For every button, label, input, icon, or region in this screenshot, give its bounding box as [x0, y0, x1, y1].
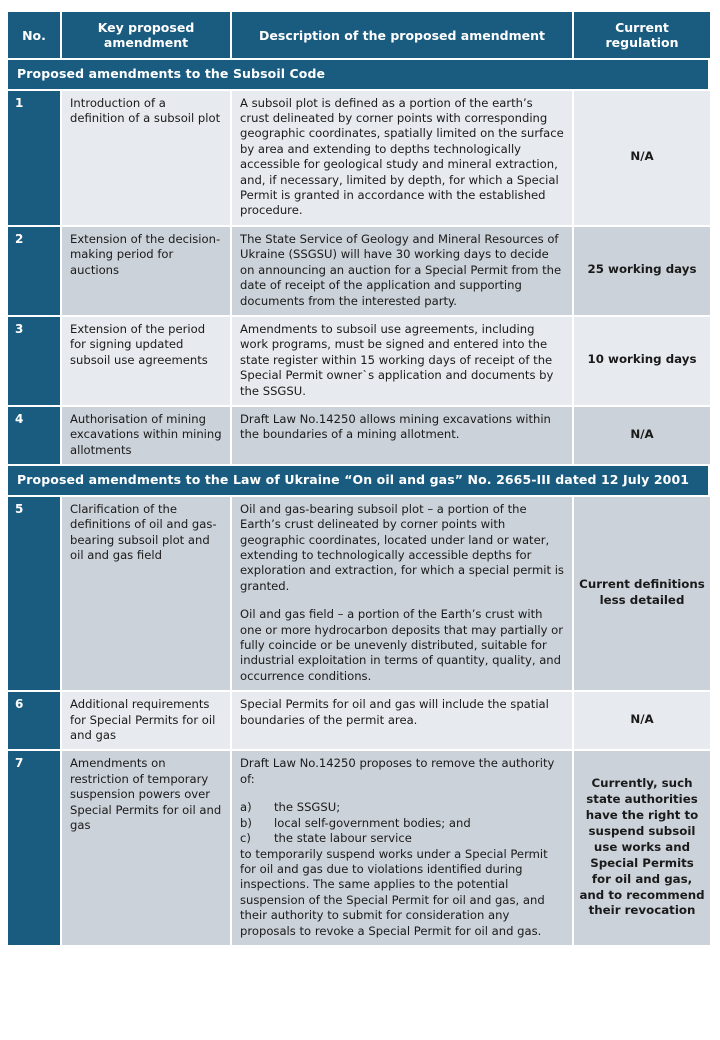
row-number: 3 [8, 317, 62, 407]
table-row [8, 692, 710, 751]
description-paragraph: The State Service of Geology and Mineral Resources of Ukraine (SSGSU) will have 30 working days to decide on announcing an auction for a Special Permit from the date of receipt of the application and supporting documents from the interested party. [240, 231, 562, 308]
row-number: 5 [8, 497, 62, 692]
table-row [8, 227, 710, 317]
table-body [8, 60, 710, 947]
row-description [232, 317, 574, 407]
description-outro: to temporarily suspend works under a Special Permit for oil and gas due to violations identified during inspections. The same applies to the potential suspension of the Special Permit for oil and gas, and their authority to submit for consideration any proposals to revoke a Special Permit for oil and gas. [240, 846, 548, 938]
table-row [8, 751, 710, 946]
description-list [240, 800, 564, 846]
row-amendment: Authorisation of mining excavations within mining allotments [62, 407, 232, 466]
row-number: 2 [8, 227, 62, 317]
row-description [232, 692, 574, 751]
section-title: Proposed amendments to the Subsoil Code [8, 60, 710, 91]
row-amendment: Extension of the period for signing updated subsoil use agreements [62, 317, 232, 407]
row-amendment: Amendments on restriction of temporary suspension powers over Special Permits for oil and gas [62, 751, 232, 946]
row-amendment: Extension of the decision-making period for auctions [62, 227, 232, 317]
row-amendment: Additional requirements for Special Permits for oil and gas [62, 692, 232, 751]
list-text: the SSGSU; [274, 800, 341, 815]
row-description [232, 751, 574, 946]
list-item [240, 831, 564, 846]
section-header-subsoil-code [8, 60, 710, 91]
description-paragraph: A subsoil plot is defined as a portion of the earth’s crust delineated by corner points with corresponding geographic coordinates, spatially limited on the surface by area and extending to depths technologically accessible for geological study and mineral extraction, and, if necessary, limited by depth, for which a Special Permit is granted in accordance with the established procedure. [240, 95, 564, 218]
column-header-description: Description of the proposed amendment [232, 12, 574, 60]
description-paragraph: Oil and gas field – a portion of the Earth’s crust with one or more hydrocarbon deposits that may partially or fully coincide or be unevenly distributed, suitable for industrial exploitation in terms of quantity, quality, and occurrence conditions. [240, 607, 564, 683]
row-description [232, 91, 574, 227]
list-item [240, 816, 564, 831]
description-paragraph: Oil and gas-bearing subsoil plot – a portion of the Earth’s crust delineated by corner points with geographic coordinates, located under land or water, extending to technologically accessible depths for exploration and extraction, for which a special permit is granted. [240, 501, 564, 593]
row-description [232, 227, 574, 317]
list-text: the state labour service [274, 831, 412, 846]
list-marker: b) [240, 815, 252, 830]
row-current-regulation: N/A [574, 91, 710, 227]
section-header-oil-and-gas-law [8, 466, 710, 497]
row-description [232, 497, 574, 692]
row-current-regulation: 25 working days [574, 227, 710, 317]
column-header-amendment: Key proposed amendment [62, 12, 232, 60]
list-marker: c) [240, 831, 251, 846]
table-row [8, 317, 710, 407]
row-amendment: Clarification of the definitions of oil and gas-bearing subsoil plot and oil and gas field [62, 497, 232, 692]
list-marker: a) [240, 800, 252, 815]
row-number: 7 [8, 751, 62, 946]
table-row [8, 497, 710, 692]
column-header-no: No. [8, 12, 62, 60]
table-row [8, 91, 710, 227]
row-current-regulation: N/A [574, 692, 710, 751]
proposed-amendments-table [8, 12, 710, 947]
column-header-current-regulation: Current regulation [574, 12, 710, 60]
description-paragraph: Special Permits for oil and gas will include the spatial boundaries of the permit area. [240, 697, 549, 727]
row-number: 4 [8, 407, 62, 466]
list-item [240, 800, 564, 815]
row-current-regulation: N/A [574, 407, 710, 466]
table-row [8, 407, 710, 466]
list-text: local self-government bodies; and [274, 815, 471, 830]
row-amendment: Introduction of a definition of a subsoil plot [62, 91, 232, 227]
description-paragraph: Amendments to subsoil use agreements, including work programs, must be signed and entered into the state register within 15 working days of receipt of the Special Permit owner`s application and documents by the SSGSU. [240, 321, 554, 398]
row-current-regulation: 10 working days [574, 317, 710, 407]
header-row [8, 12, 710, 60]
table-header [8, 12, 710, 60]
row-current-regulation: Currently, such state authorities have the right to suspend subsoil use works and Special Permits for oil and gas, and to recommend their revocation [574, 751, 710, 946]
row-description [232, 407, 574, 466]
description-paragraph: Draft Law No.14250 allows mining excavations within the boundaries of a mining allotment. [240, 411, 551, 442]
row-number: 6 [8, 692, 62, 751]
description-intro: Draft Law No.14250 proposes to remove the authority of: [240, 756, 555, 786]
row-current-regulation: Current definitions less detailed [574, 497, 710, 692]
row-number: 1 [8, 91, 62, 227]
section-title: Proposed amendments to the Law of Ukraine “On oil and gas” No. 2665-III dated 12 July 2001 [8, 466, 710, 497]
